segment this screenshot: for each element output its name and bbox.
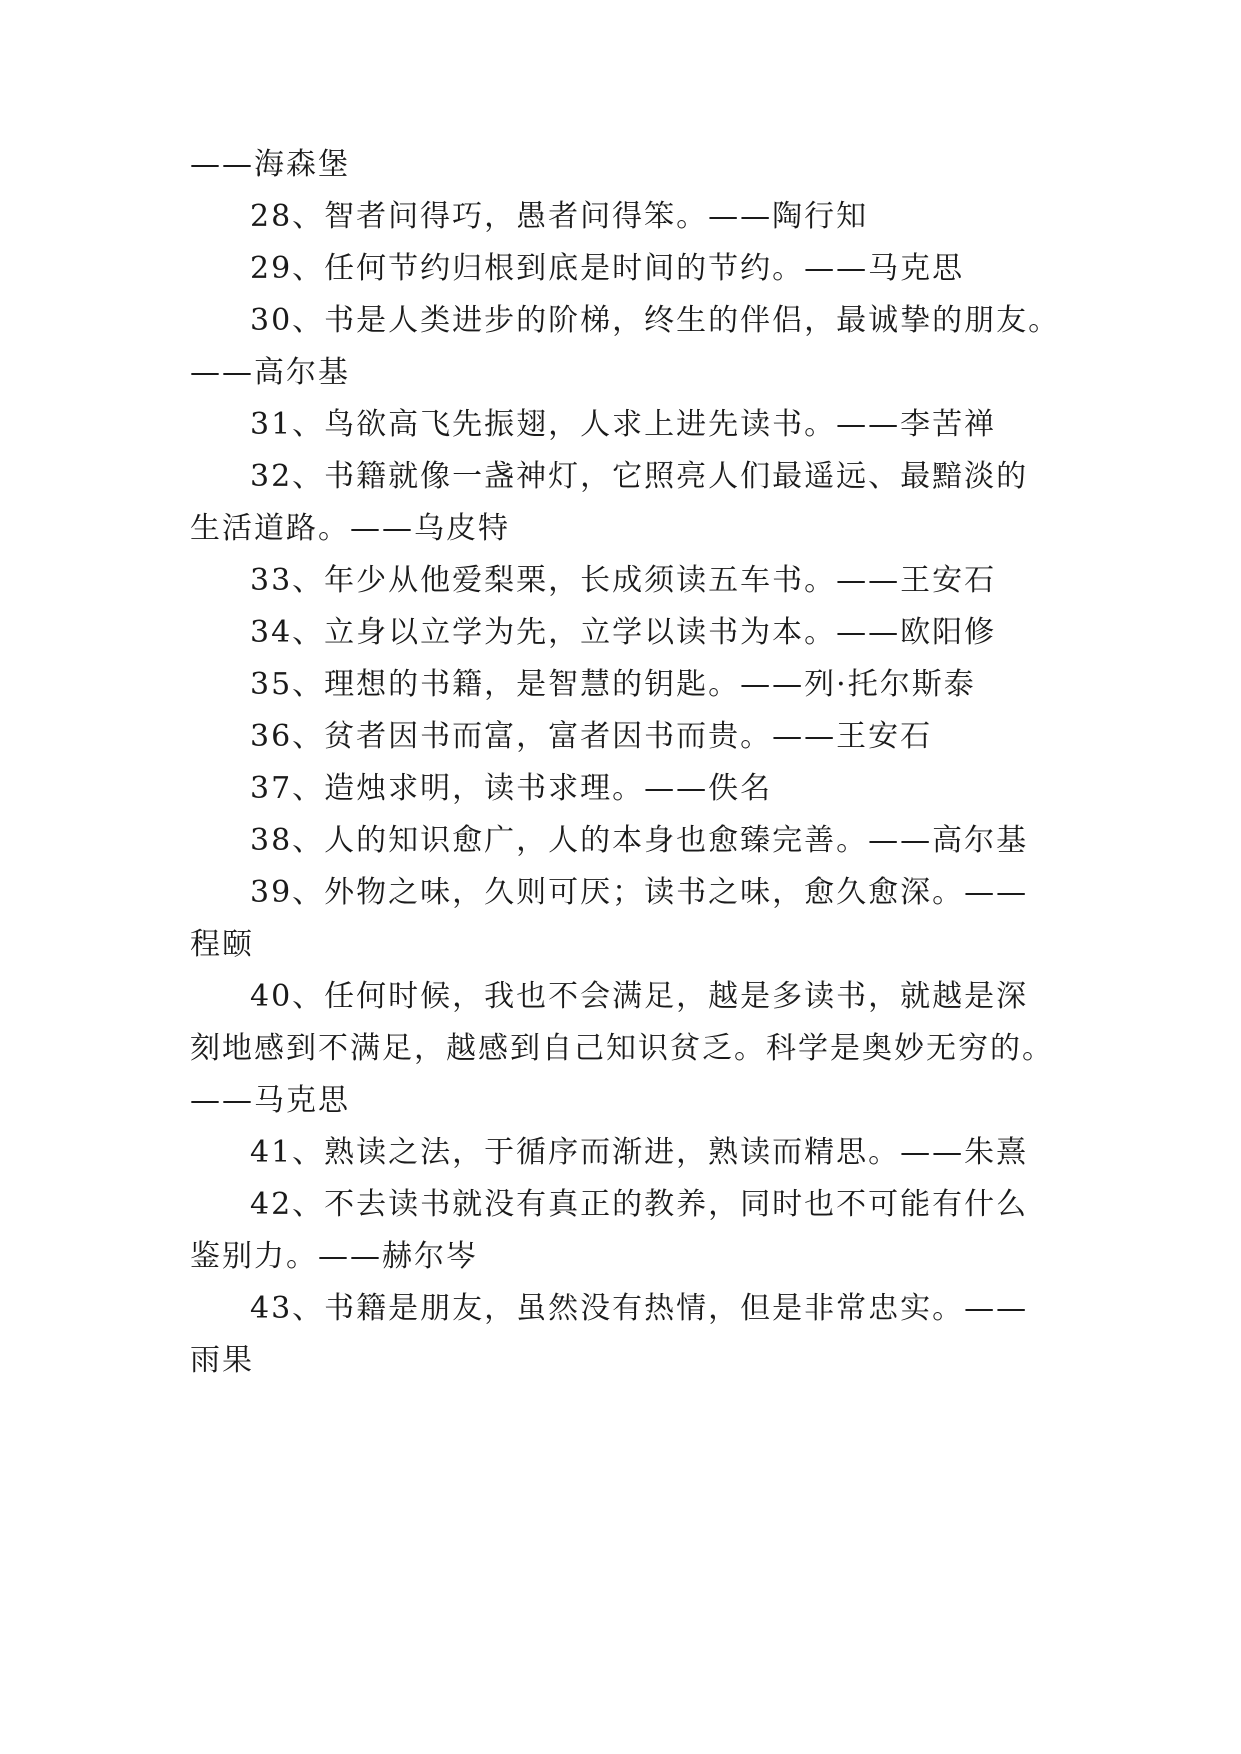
text-line: ——海森堡 [190, 147, 350, 182]
text-line: 28、智者问得巧，愚者问得笨。——陶行知 [250, 199, 869, 234]
text-line: 42、不去读书就没有真正的教养，同时也不可能有什么 [250, 1187, 1029, 1222]
text-line: 34、立身以立学为先，立学以读书为本。——欧阳修 [250, 615, 997, 650]
text-line: 雨果 [190, 1343, 254, 1378]
text-line: 41、熟读之法，于循序而渐进，熟读而精思。——朱熹 [250, 1135, 1029, 1170]
text-line: 38、人的知识愈广，人的本身也愈臻完善。——高尔基 [250, 823, 1029, 858]
text-line: 35、理想的书籍，是智慧的钥匙。——列·托尔斯泰 [250, 667, 976, 702]
text-line: 鉴别力。——赫尔岑 [190, 1239, 478, 1274]
text-line: ——高尔基 [190, 355, 350, 390]
text-line: 刻地感到不满足，越感到自己知识贫乏。科学是奥妙无穷的。 [190, 1031, 1054, 1066]
text-line: 程颐 [190, 927, 254, 962]
text-line: 32、书籍就像一盏神灯，它照亮人们最遥远、最黯淡的 [250, 459, 1029, 494]
text-line: 31、鸟欲高飞先振翅，人求上进先读书。——李苦禅 [250, 407, 997, 442]
text-line: ——马克思 [190, 1083, 350, 1118]
text-line: 36、贫者因书而富，富者因书而贵。——王安石 [250, 719, 933, 754]
text-line: 37、造烛求明，读书求理。——佚名 [250, 771, 773, 806]
text-line: 29、任何节约归根到底是时间的节约。——马克思 [250, 251, 965, 286]
text-line: 30、书是人类进步的阶梯，终生的伴侣，最诚挚的朋友。 [250, 303, 1061, 338]
text-line: 生活道路。——乌皮特 [190, 511, 510, 546]
text-line: 40、任何时候，我也不会满足，越是多读书，就越是深 [250, 979, 1029, 1014]
text-line: 33、年少从他爱梨栗，长成须读五车书。——王安石 [250, 563, 997, 598]
text-line: 39、外物之味，久则可厌；读书之味，愈久愈深。—— [250, 875, 1029, 910]
text-line: 43、书籍是朋友，虽然没有热情，但是非常忠实。—— [250, 1291, 1029, 1326]
